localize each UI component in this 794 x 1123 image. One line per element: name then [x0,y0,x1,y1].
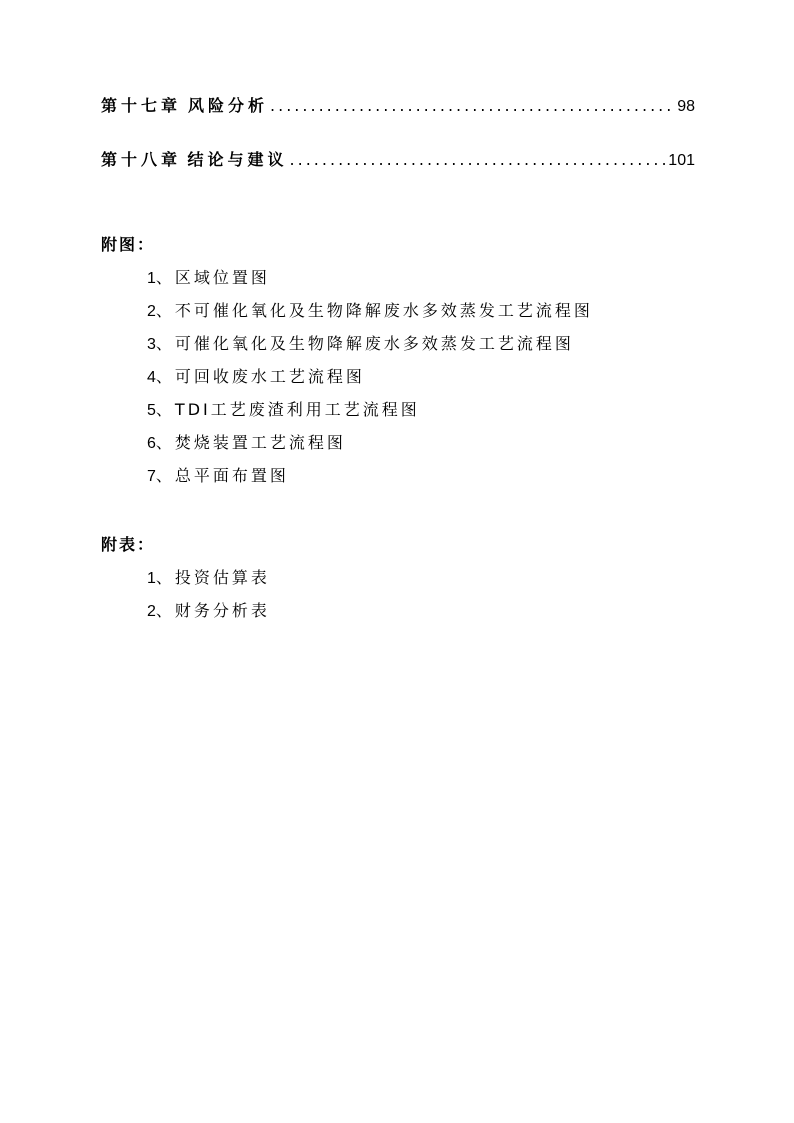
figure-item-separator: 、 [155,367,175,386]
table-item [147,598,270,621]
toc-chapter-label: 第十八章 [101,150,182,169]
figure-item [147,463,289,486]
figure-item-separator: 、 [155,268,175,287]
figure-item-separator: 、 [155,400,175,419]
figure-item-number: 7 [147,468,156,485]
table-item-number: 2 [147,603,156,620]
figure-item [147,364,365,387]
figure-item-text: 不可催化氧化及生物降解废水多效蒸发工艺流程图 [174,301,593,320]
table-item-separator: 、 [155,601,175,620]
figure-item-text: 焚烧装置工艺流程图 [174,433,346,452]
figure-item-number: 3 [147,336,156,353]
toc-chapter-title: 风险分析 [188,96,269,115]
figure-item-separator: 、 [155,301,175,320]
figure-item-number: 1 [147,270,156,287]
toc-entry-chapter-18[interactable] [101,147,695,171]
figure-item-text: 可回收废水工艺流程图 [174,367,365,386]
toc-entry-chapter-17[interactable] [101,93,695,117]
figure-item-text: 总平面布置图 [174,466,289,485]
figure-item-number: 2 [147,303,156,320]
toc-chapter-title: 结论与建议 [187,150,288,169]
figure-item [147,265,270,288]
figure-item-separator: 、 [155,433,175,452]
toc-leader-dots [270,96,675,115]
figure-item [147,331,574,354]
figure-item-number: 6 [147,435,156,452]
table-item-separator: 、 [155,568,175,587]
toc-leader-dots [290,150,667,169]
figure-item [147,298,593,321]
figures-heading: 附图： [101,235,156,254]
table-item-text: 财务分析表 [174,601,270,620]
figure-item-number: 4 [147,369,156,386]
figure-item [147,397,420,420]
toc-chapter-label: 第十七章 [101,96,182,115]
figure-item-number: 5 [147,402,156,419]
figure-item [147,430,346,453]
tables-heading: 附表： [101,535,156,554]
table-item-number: 1 [147,570,156,587]
table-item-text: 投资估算表 [174,568,270,587]
figure-item-text: 可催化氧化及生物降解废水多效蒸发工艺流程图 [174,334,574,353]
figure-item-separator: 、 [155,334,175,353]
figure-item-separator: 、 [155,466,175,485]
figure-item-text: TDI工艺废渣利用工艺流程图 [174,400,420,419]
toc-page-number: 98 [677,98,695,115]
table-item [147,565,270,588]
toc-page-number: 101 [668,152,695,169]
figure-item-text: 区域位置图 [174,268,270,287]
